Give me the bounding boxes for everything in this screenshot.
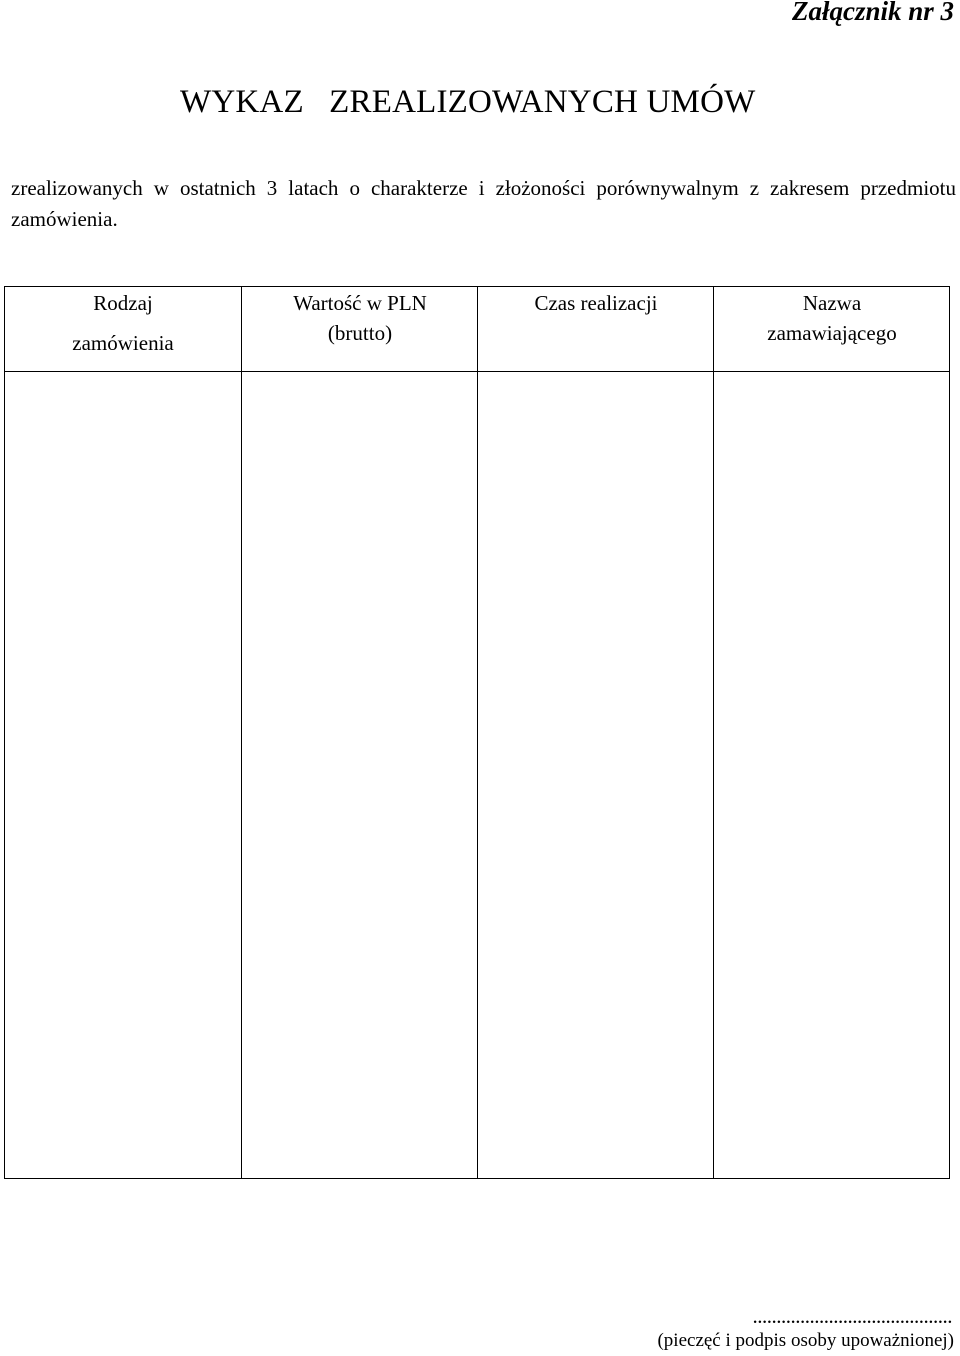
column-header-line: zamówienia	[72, 331, 174, 355]
intro-paragraph: zrealizowanych w ostatnich 3 latach o charakterze i złożoności porównywalnym z zakresem przedmiotu zamówienia.	[11, 176, 956, 231]
column-divider	[477, 287, 478, 1178]
column-header-order-type	[5, 288, 241, 358]
column-header-line: Nazwa	[802, 291, 862, 315]
signature-caption: (pieczęć i podpis osoby upoważnionej)	[657, 1330, 954, 1351]
column-header-line: Czas realizacji	[534, 291, 658, 315]
document-title: WYKAZ ZREALIZOWANYCH UMÓW	[180, 84, 756, 120]
signature-line: ..........................................	[752, 1304, 952, 1328]
column-header-line: Wartość w PLN	[293, 291, 427, 315]
column-header-line: Rodzaj	[93, 291, 153, 315]
column-header-value	[242, 288, 478, 348]
column-header-line: (brutto)	[327, 321, 393, 345]
column-header-client-name	[714, 288, 950, 348]
contracts-table	[4, 286, 950, 1179]
column-header-line: zamawiającego	[767, 321, 897, 345]
header-divider	[5, 371, 949, 372]
column-divider	[713, 287, 714, 1178]
column-header-duration	[478, 288, 714, 318]
column-divider	[241, 287, 242, 1178]
annex-label: Załącznik nr 3	[791, 0, 954, 26]
